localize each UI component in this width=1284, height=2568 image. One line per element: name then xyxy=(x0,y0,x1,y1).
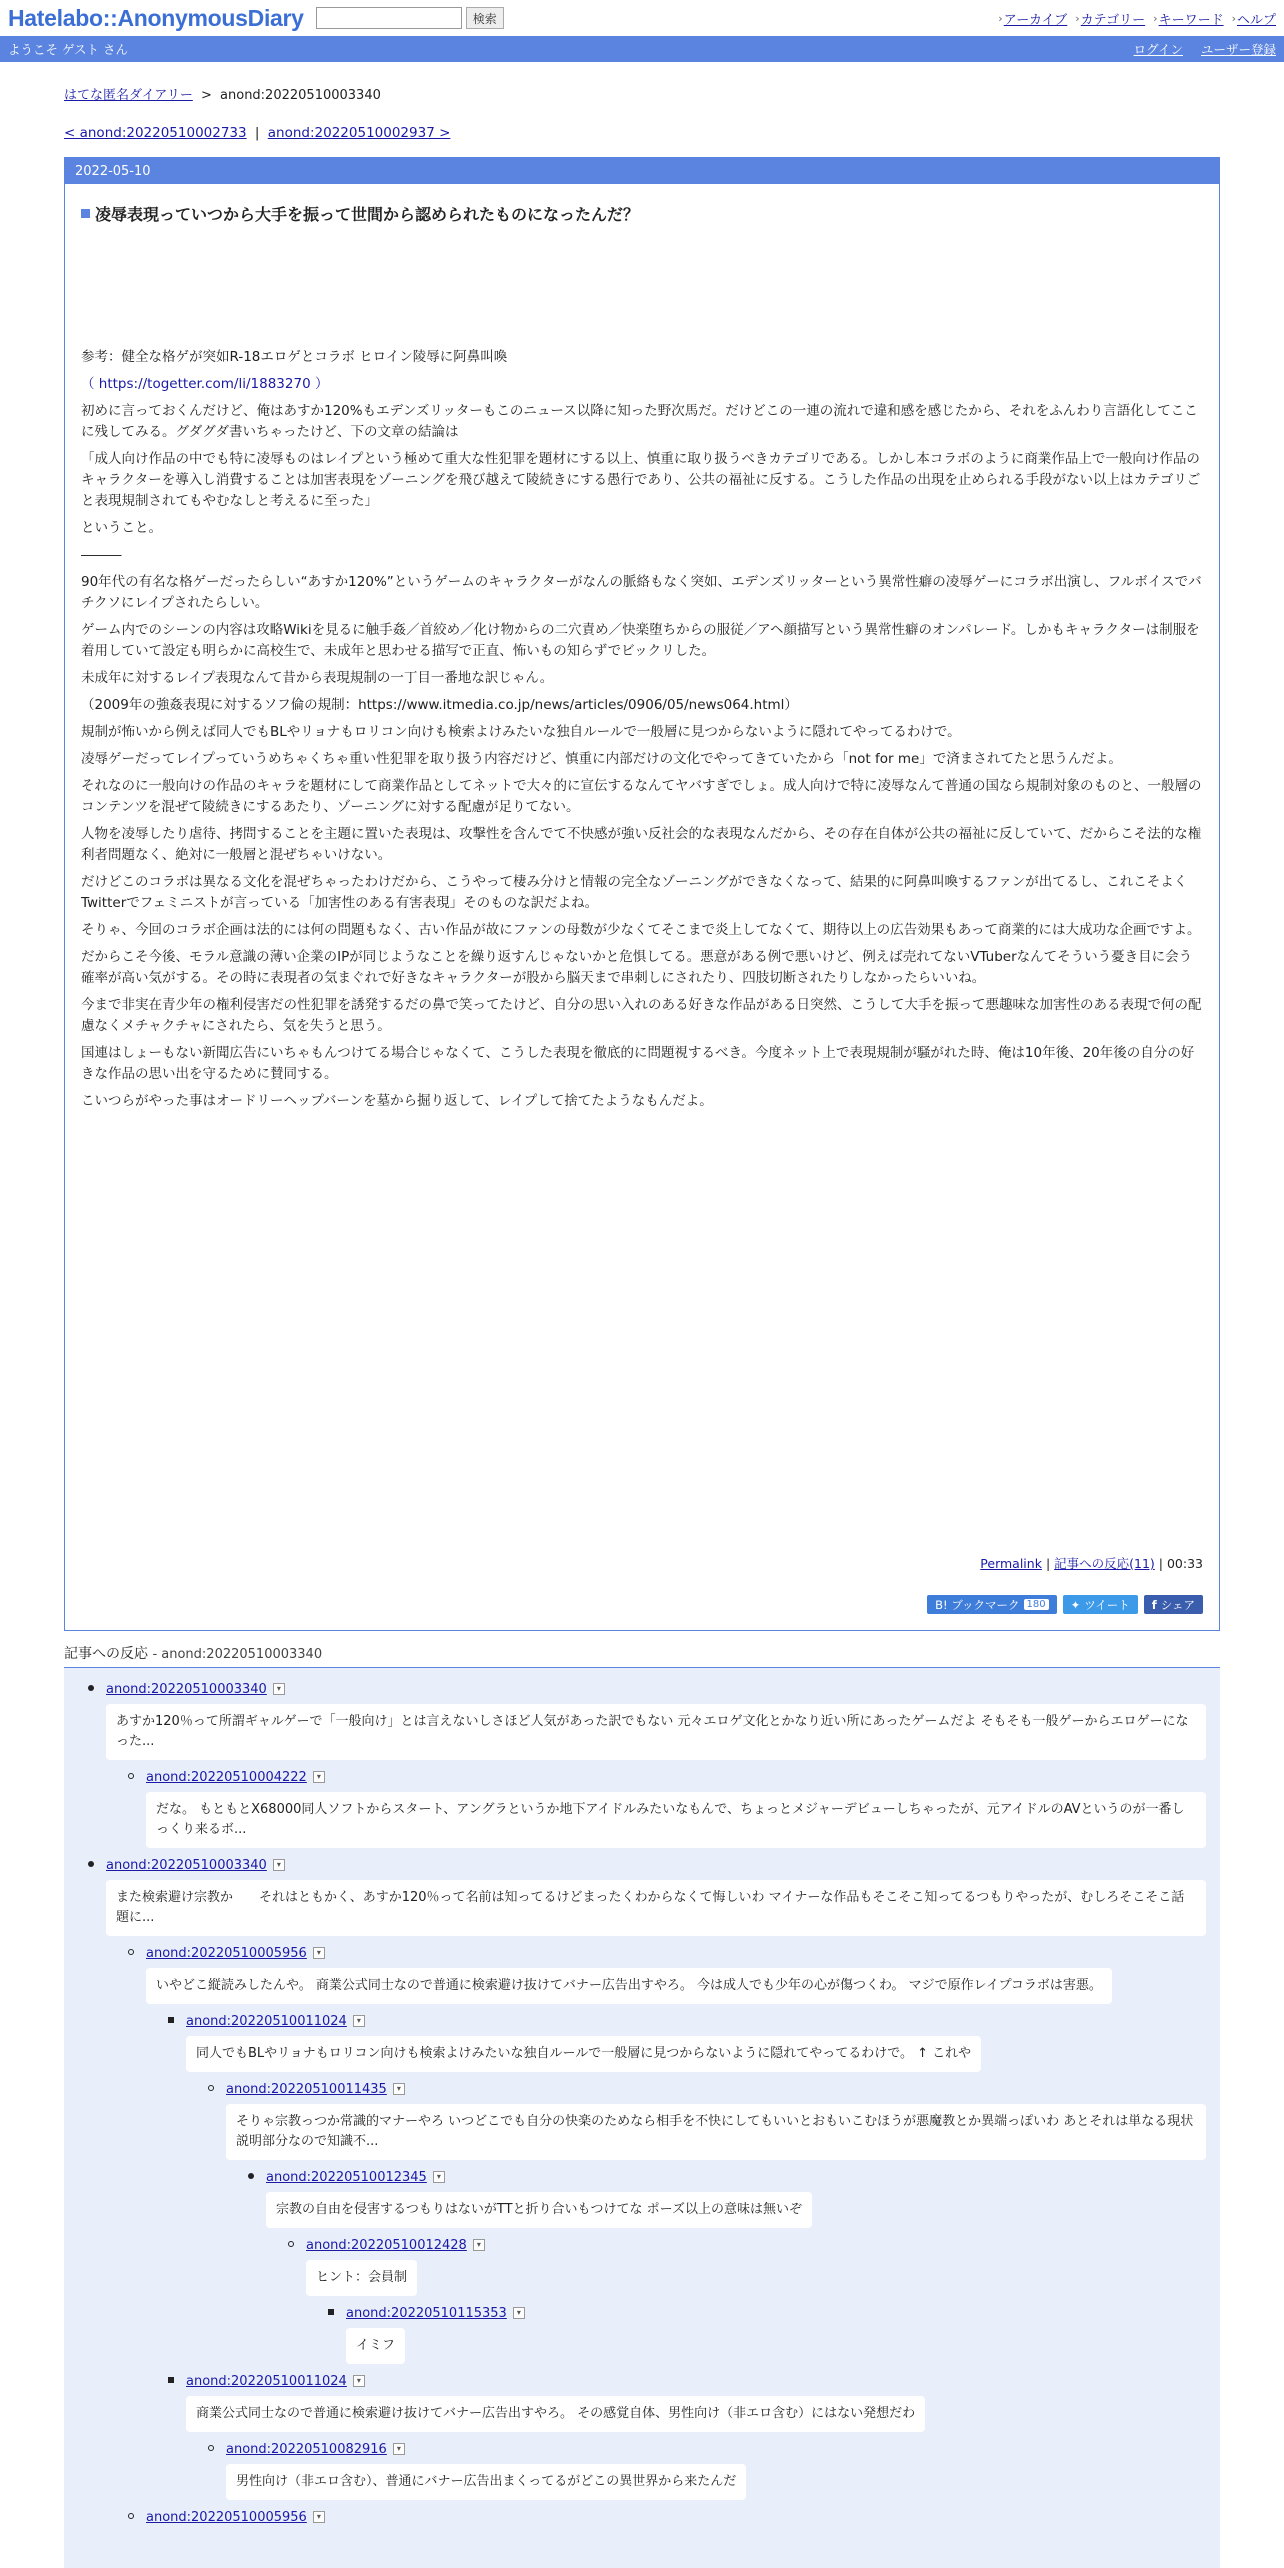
dropdown-icon[interactable]: ▾ xyxy=(313,1771,325,1783)
breadcrumb-home[interactable]: はてな匿名ダイアリー xyxy=(64,88,193,103)
entry-body xyxy=(65,184,1219,1630)
entry-time: 00:33 xyxy=(1166,1556,1203,1571)
share-buttons xyxy=(927,1595,1203,1614)
breadcrumb-separator: > xyxy=(200,88,212,103)
reaction-item xyxy=(146,1766,1206,1848)
day-section xyxy=(64,157,1220,1631)
top-bar xyxy=(0,0,1284,36)
bullet-icon xyxy=(168,2017,174,2023)
entry-paragraph: こいつらがやった事はオードリーヘップバーンを墓から掘り返して、レイプして捨てたようなもんだよ。 xyxy=(81,1093,713,1109)
main-container xyxy=(64,84,1220,2568)
entry-paragraph-link[interactable]: （2009年の強姦表現に対するソフ倫の規制：https://www.itmedia.co.jp/news/articles/0906/05/news064.html） xyxy=(81,697,798,713)
reaction-snippet: 男性向け（非エロ含む）、普通にバナー広告出まくってるがどこの異世界から来たんだ xyxy=(226,2464,746,2500)
pager-separator: | xyxy=(254,125,260,141)
meta-separator: | xyxy=(1158,1556,1167,1571)
dropdown-icon[interactable]: ▾ xyxy=(353,2015,365,2027)
entry-paragraph: そりゃ、今回のコラボ企画は法的には何の問題もなく、古い作品が故にファンの母数が少なくてそこまで炎上してなくて、期待以上の広告効果もあって商業的には大成功な企画ですよ。 xyxy=(81,922,1201,938)
bullet-icon xyxy=(248,2173,254,2179)
reactions-title: 記事への反応 xyxy=(64,1646,148,1662)
chevron-right-icon: › xyxy=(1231,11,1236,25)
search-button[interactable]: 検索 xyxy=(466,7,504,29)
bullet-icon xyxy=(328,2309,334,2315)
reaction-snippet: いやどこ縦読みしたんや。 商業公式同士なので普通に検索避け抜けてバナー広告出すやろ。 今は成人でも少年の心が傷つくわ。 マジで原作レイプコラボは害悪。 xyxy=(146,1968,1112,2004)
nav-keyword-link[interactable]: キーワード xyxy=(1158,12,1224,28)
reaction-link[interactable]: anond:20220510005956 xyxy=(146,1945,307,1961)
prev-entry-link[interactable]: < anond:20220510002733 xyxy=(64,125,247,141)
register-link[interactable]: ユーザー登録 xyxy=(1200,42,1276,57)
reaction-snippet: イミフ xyxy=(346,2328,405,2364)
bullet-icon xyxy=(168,2377,174,2383)
entry-paragraph: ――― xyxy=(81,547,122,563)
dropdown-icon[interactable]: ▾ xyxy=(313,2511,325,2523)
bullet-icon xyxy=(88,1861,94,1867)
reaction-link[interactable]: anond:20220510115353 xyxy=(346,2305,507,2321)
meta-separator: | xyxy=(1045,1556,1055,1571)
facebook-share-button[interactable] xyxy=(1144,1595,1203,1614)
dropdown-icon[interactable]: ▾ xyxy=(513,2307,525,2319)
reaction-snippet: 商業公式同士なので普通に検索避け抜けてバナー広告出すやろ。 その感覚自体、男性向け（非エロ含む）にはない発想だわ xyxy=(186,2396,925,2432)
top-nav xyxy=(998,9,1276,28)
entry-date: 2022-05-10 xyxy=(75,163,151,179)
reaction-link[interactable]: anond:20220510012345 xyxy=(266,2169,427,2185)
breadcrumb-current: anond:20220510003340 xyxy=(220,88,381,103)
bullet-icon xyxy=(88,1685,94,1691)
facebook-f-icon: f xyxy=(1151,1597,1157,1612)
login-link[interactable]: ログイン xyxy=(1133,42,1183,57)
dropdown-icon[interactable]: ▾ xyxy=(433,2171,445,2183)
entry-paragraph: 凌辱ゲーだってレイプっていうめちゃくちゃ重い性犯罪を取り扱う内容だけど、慎重に内部だけの文化でやってきていたから「not for me」で済まされてたと思うんだよ。 xyxy=(81,751,1122,767)
bookmark-label: B! ブックマーク xyxy=(935,1597,1020,1612)
reaction-snippet: 同人でもBLやリョナもロリコン向けも検索よけみたいな独自ルールで一般層に見つからないように隠れてやってるわけで。 ↑ これや xyxy=(186,2036,981,2072)
twitter-bird-icon: ✦ xyxy=(1070,1597,1081,1612)
bullet-icon xyxy=(128,1773,134,1779)
reaction-snippet: あすか120％って所謂ギャルゲーで「一般向け」とは言えないしさほど人気があった訳でもない 元々エロゲ文化とかなり近い所にあったゲームだよ そもそも一般ゲーからエロゲーになった... xyxy=(106,1704,1206,1760)
permalink-link[interactable]: Permalink xyxy=(980,1556,1042,1571)
bullet-icon xyxy=(128,1949,134,1955)
square-bullet-icon[interactable] xyxy=(81,209,90,218)
share-label: シェア xyxy=(1160,1597,1195,1612)
entry-paragraph: 初めに言っておくんだけど、俺はあすか120%もエデンズリッターもこのニュース以降に知った野次馬だ。だけどこの一連の流れで違和感を感じたから、それをふんわり言語化してここに残してみる。グダグダ書いちゃったけど、下の文章の結論は xyxy=(81,403,1198,440)
reaction-snippet: そりゃ宗教っつか常識的マナーやろ いつどこでも自分の快楽のためなら相手を不快にしてもいいとおもいこむほうが悪魔教とか異端っぽいわ あとそれは単なる現状説明部分なので知識不... xyxy=(226,2104,1206,2160)
reaction-link[interactable]: anond:20220510005956 xyxy=(146,2509,307,2525)
reaction-item xyxy=(106,1678,1206,1760)
reaction-link[interactable]: anond:20220510003340 xyxy=(106,1857,267,1873)
tweet-label: ツイート xyxy=(1084,1597,1130,1612)
entry-title-text: 凌辱表現っていつから大手を振って世間から認められたものになったんだ？ xyxy=(95,205,640,224)
bullet-icon xyxy=(208,2085,214,2091)
entry-paragraph: 参考：健全な格ゲが突如R-18エロゲとコラボ ヒロイン陵辱に阿鼻叫喚 xyxy=(81,349,508,365)
entry-pager xyxy=(64,125,1220,141)
bullet-icon xyxy=(128,2513,134,2519)
entry-paragraph-link[interactable]: （ https://togetter.com/li/1883270 ） xyxy=(81,376,329,392)
reaction-item xyxy=(146,2506,1206,2528)
entry-paragraph: 未成年に対するレイプ表現なんて昔から表現規制の一丁目一番地な訳じゃん。 xyxy=(81,670,554,686)
entry-paragraph: 人物を凌辱したり虐待、拷問することを主題に置いた表現は、攻撃性を含んでて不快感が強い反社会的な表現なんだから、その存在自体が公共の福祉に反していて、だからこそ法的な権利者問題なく、絶対に一般層と混ぜちゃいけない。 xyxy=(81,826,1202,863)
reaction-item xyxy=(346,2302,1206,2364)
reaction-link[interactable]: anond:20220510012428 xyxy=(306,2237,467,2253)
breadcrumb xyxy=(64,84,1220,103)
dropdown-icon[interactable]: ▾ xyxy=(273,1859,285,1871)
next-entry-link[interactable]: anond:20220510002937 > xyxy=(267,125,451,141)
reaction-link[interactable]: anond:20220510011024 xyxy=(186,2013,347,2029)
dropdown-icon[interactable]: ▾ xyxy=(393,2083,405,2095)
entry-paragraph: ということ。 xyxy=(81,520,162,536)
reaction-item xyxy=(266,2166,1206,2228)
reaction-item xyxy=(186,2370,1206,2432)
entry-paragraph: 今まで非実在青少年の権利侵害だの性犯罪を誘発するだの鼻で笑ってたけど、自分の思い入れのある好きな作品がある日突然、こうして大手を振って悪趣味な加害性のある表現で何の配慮なくメチャクチャにされたら、気を失うと思う。 xyxy=(81,997,1202,1034)
reaction-snippet: また検索避け宗教か それはともかく、あすか120％って名前は知ってるけどまったくわからなくて悔しいわ マイナーな作品もそこそこ知ってるつもりやったが、むしろそこそこ話題に... xyxy=(106,1880,1206,1936)
site-logo[interactable]: Hatelabo::AnonymousDiary xyxy=(8,4,304,31)
entry-footer-meta xyxy=(980,1554,1203,1572)
reaction-snippet: 宗教の自由を侵害するつもりはないがTTと折り合いもつけてな ポーズ以上の意味は無いぞ xyxy=(266,2192,812,2228)
entry-paragraph: だからこそ今後、モラル意識の薄い企業のIPが同じようなことを繰り返すんじゃないかと危惧してる。悪意がある例で悪いけど、例えば売れてないVTuberなんてそういう憂き目に会う確率が高い気がする。その時に表現者の気まぐれで好きなキャラクターが股から脳天まで串刺しにされたり、四肢切断されたりしなかったらいいね。 xyxy=(81,949,1193,986)
bullet-icon xyxy=(208,2445,214,2451)
entry-paragraph: 「成人向け作品の中でも特に凌辱ものはレイプという極めて重大な性犯罪を題材にする以上、慎重に取り扱うべきカテゴリである。しかし本コラボのように商業作品上で一般向け作品のキャラクターを導入し消費することは加害表現をゾーニングを飛び越えて陵続きにする愚行であり、公共の福祉に反する。こうした作品の出現を止められる手段がない以上はカテゴリごと表現規制されてもやむなしと考えるに至った」 xyxy=(81,451,1201,509)
dropdown-icon[interactable]: ▾ xyxy=(353,2375,365,2387)
reaction-item xyxy=(306,2234,1206,2296)
entry-paragraph: だけどこのコラボは異なる文化を混ぜちゃったわけだから、こうやって棲み分けと情報の完全なゾーニングができなくなって、結果的に阿鼻叫喚するファンが出てるし、これこそよくTwitterでフェミニストが言っている「加害性のある有害表現」そのものな訳だよね。 xyxy=(81,874,1188,911)
welcome-bar xyxy=(0,36,1284,62)
reactions-heading xyxy=(64,1643,1220,1668)
nav-category-link[interactable]: カテゴリー xyxy=(1080,12,1146,28)
chevron-right-icon: › xyxy=(1075,11,1080,25)
tweet-button[interactable] xyxy=(1063,1595,1138,1614)
reaction-link[interactable]: anond:20220510011435 xyxy=(226,2081,387,2097)
entry-text xyxy=(81,347,1203,1112)
reaction-snippet: ヒント：会員制 xyxy=(306,2260,417,2296)
entry-paragraph: 90年代の有名な格ゲーだったらしい“あすか120%”というゲームのキャラクターがなんの脈絡もなく突如、エデンズリッターという異常性癖の凌辱ゲーにコラボ出演し、フルボイスでバチクソにレイプされたらしい。 xyxy=(81,574,1202,611)
bullet-icon xyxy=(288,2241,294,2247)
day-header xyxy=(65,158,1219,184)
reaction-link[interactable]: anond:20220510004222 xyxy=(146,1769,307,1785)
entry-title xyxy=(81,202,1203,225)
dropdown-icon[interactable]: ▾ xyxy=(273,1683,285,1695)
entry-paragraph: 規制が怖いから例えば同人でもBLやリョナもロリコン向けも検索よけみたいな独自ルールで一般層に見つからないように隠れてやってるわけで。 xyxy=(81,724,961,740)
reaction-item xyxy=(106,1854,1206,1936)
nav-archive-link[interactable]: アーカイブ xyxy=(1003,12,1068,28)
search-input[interactable] xyxy=(316,7,462,29)
chevron-right-icon: › xyxy=(998,11,1003,25)
reactions-tree xyxy=(64,1668,1220,2568)
reaction-item xyxy=(186,2010,1206,2072)
entry-paragraph: それなのに一般向けの作品のキャラを題材にして商業作品としてネットで大々的に宣伝するなんてヤバすぎでしょ。成人向けで特に凌辱なんて普通の国なら規制対象のものと、一般層のコンテンツを混ぜて陵続きにするあたり、ゾーニングに対する配慮が足りてない。 xyxy=(81,778,1202,815)
reactions-link[interactable]: 記事への反応(11) xyxy=(1054,1556,1155,1571)
reaction-link[interactable]: anond:20220510082916 xyxy=(226,2441,387,2457)
reaction-item xyxy=(146,1942,1206,2004)
reactions-title-suffix: - anond:20220510003340 xyxy=(152,1647,323,1662)
entry-paragraph: 国連はしょーもない新聞広告にいちゃもんつけてる場合じゃなくて、こうした表現を徹底的に問題視するべき。今度ネット上で表現規制が騒がれた時、俺は10年後、20年後の自分の好きな作品の思い出を守るために賛同する。 xyxy=(81,1045,1195,1082)
reaction-item xyxy=(226,2078,1206,2160)
bookmark-count: 180 xyxy=(1024,1599,1049,1610)
reaction-item xyxy=(226,2438,1206,2500)
welcome-text: ようこそ ゲスト さん xyxy=(8,42,128,57)
dropdown-icon[interactable]: ▾ xyxy=(473,2239,485,2251)
hatena-bookmark-button[interactable] xyxy=(927,1595,1056,1614)
dropdown-icon[interactable]: ▾ xyxy=(313,1947,325,1959)
reaction-snippet: だな。 もともとX68000同人ソフトからスタート、アングラというか地下アイドルみたいなもんで、ちょっとメジャーデビューしちゃったが、元アイドルのAVというのが一番しっくり来るボ... xyxy=(146,1792,1206,1848)
nav-help-link[interactable]: ヘルプ xyxy=(1236,12,1276,28)
dropdown-icon[interactable]: ▾ xyxy=(393,2443,405,2455)
reaction-link[interactable]: anond:20220510011024 xyxy=(186,2373,347,2389)
reaction-link[interactable]: anond:20220510003340 xyxy=(106,1681,267,1697)
chevron-right-icon: › xyxy=(1153,11,1158,25)
entry-paragraph: ゲーム内でのシーンの内容は攻略Wikiを見るに触手姦／首絞め／化け物からの二穴責め／快楽堕ちからの服従／アヘ顔描写という異常性癖のオンパレード。しかもキャラクターは制服を着用していて設定も明らかに高校生で、未成年と思わせる描写で正直、怖いもの知らずでビックリした。 xyxy=(81,622,1200,659)
